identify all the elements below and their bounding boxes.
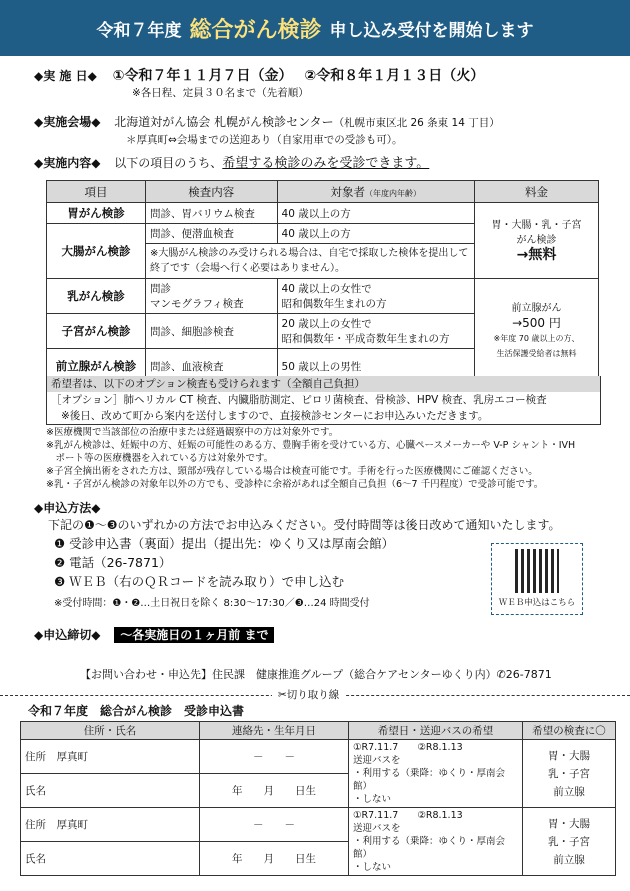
apply-method-3: ❸ ＷＥＢ（右のＱＲコードを読み取り）で申し込む xyxy=(54,574,345,589)
qr-code[interactable] xyxy=(515,549,559,593)
flyer-page: 令和７年度 総合がん検診 申し込み受付を開始します ◆実 施 日◆ ①令和７年１１月７日（金） ②令和８年１月１３日（火） ※各日程、定員３０名まで（先着順） ◆実施会場◆ 北海道対がん協会 札幌がん検診センター（札幌市東区北 26 条東 14 丁目） ＊厚真町⇔会場までの送迎あり（自家用車での受診も可）。 ◆実施内容◆ 以下の項目のうち、希望する検診のみを受診できます。 項目 検査内容 対象者（年度内年齢） 料金 胃がん検診 問診、胃バリウム検査 40 歳以上の方 胃・大腸・乳・子宮 がん検診 →無料 大腸がん検診 問診、便潜血検査 40 歳以上の方 ※大腸がん検診のみ受けられる場合は、自宅で採取した検体を提出して終了です（会場へ行く必要はありません）。 乳がん検診 問診 マンモグラフィ検査 40 歳以上の女性で 昭和偶数年生まれの方 前立腺がん →500 円 ※年度 70 歳以上の方、 生活保護受給者は無料 子宮がん検診 問診、細胞診検査 20 歳以上の女性で 昭和偶数年・平成奇数年生まれの方 前立腺がん検診 問診、血液検査 50 歳以上の男性 希望者は、以下のオプション検査も受けられます（全額自己負担） ［オプション］肺ヘリカル CT 検査、内臓脂肪測定、ピロリ菌検査、骨検診、HPV 検査、乳房エコー検査 ※後日、改めて町から案内を送付しますので、直接検診センターにお申込みいただきます。 ※医療機関で当該部位の治療中または経過観察中の方は対象外です。 ※乳がん検診は、妊娠中の方、妊娠の可能性のある方、豊胸手術を受けている方、心臓ペースメーカーや V-P シャント・IVH ポート等の医療機器を入れている方は対象外です。 ※子宮全摘出術をされた方は、頸部が残存している場合は検査可能です。手術を行った医療機関にご確認ください。 ※乳・子宮がん検診の対象年以外の方でも、受診枠に余裕があれば全額自己負担（6～7 千円程度）で受診可能です。 ◆申込方法◆ 下記の❶～❸のいずれかの方法でお申込みください。受付時間等は後日改めて通知いたします。 ❶ 受診申込書（裏面）提出（提出先：ゆくり又は厚南会館） ❷ 電話（26-7871） ❸ ＷＥＢ（右のＱＲコードを読み取り）で申し込む ※受付時間：❶・❷…土日祝日を除く 8:30～17:30／❸…24 時間受付 ＷＥＢ申込はこちら ◆申込締切◆ ～各実施日の１ヶ月前 まで 【お問い合わせ・申込先】住民課 健康推進グループ（総合ケアセンターゆくり内）✆26-7871 ✂切り取り線 令和７年度 総合がん検診 受診申込書 住所・氏名 連絡先・生年月日 希望日・送迎バスの希望 希望の検査に〇 住所 厚真町 － － ①R7.11.7 ②R8.1.13 送迎バスを ・利用する（乗降：ゆくり・厚南会館） ・しない 胃・大腸 乳・子宮 前立腺 氏名 年 月 日生 住所 厚真町 － － ①R7.11.7 ②R8.1.13 送迎バスを ・利用する（乗降：ゆくり・厚南会館） ・しない 胃・大腸 乳・子宮 前立腺 氏名 年 月 日生 xyxy=(0,0,630,891)
dob-field[interactable]: 年 月 日生 xyxy=(200,774,349,808)
address-field[interactable]: 住所 厚真町 xyxy=(21,740,200,774)
header-banner xyxy=(0,0,630,56)
apply-method-2: ❷ 電話（26-7871） xyxy=(54,555,172,570)
form-title: 令和７年度 総合がん検診 受診申込書 xyxy=(28,704,245,718)
fee-prostate: 前立腺がん →500 円 ※年度 70 歳以上の方、 生活保護受給者は無料 xyxy=(475,279,599,384)
exam-table: 項目 検査内容 対象者（年度内年齢） 料金 胃がん検診 問診、胃バリウム検査 40 歳以上の方 胃・大腸・乳・子宮 がん検診 →無料 大腸がん検診 問診、便潜血検査 40 歳以上の方 ※大腸がん検診のみ受けられる場合は、自宅で採取した検体を提出して終了です（会場へ行く必要はありません）。 乳がん検診 問診 マンモグラフィ検査 40 歳以上の女性で 昭和偶数年生まれの方 前立腺がん →500 円 ※年度 70 歳以上の方、 生活保護受給者は無料 子宮がん検診 問診、細胞診検査 20 歳以上の女性で 昭和偶数年・平成奇数年生まれの方 前立腺がん検診 問診、血液検査 50 歳以上の男性 xyxy=(46,180,599,384)
deadline-section: ◆申込締切◆ ～各実施日の１ヶ月前 まで xyxy=(34,627,274,644)
qr-code-box[interactable]: ＷＥＢ申込はこちら xyxy=(491,543,583,615)
venue-section: ◆実施会場◆ 北海道対がん協会 札幌がん検診センター（札幌市東区北 26 条東 14 丁目） ＊厚真町⇔会場までの送迎あり（自家用車での受診も可）。 xyxy=(34,115,500,146)
name-field[interactable]: 氏名 xyxy=(21,774,200,808)
apply-section: ◆申込方法◆ 下記の❶～❸のいずれかの方法でお申込みください。受付時間等は後日改めて通知いたします。 ❶ 受診申込書（裏面）提出（提出先：ゆくり又は厚南会館） ❷ 電話（26-7871） ❸ ＷＥＢ（右のＱＲコードを読み取り）で申し込む ※受付時間：❶・❷…土日祝日を除く 8:30～17:30／❸…24 時間受付 xyxy=(34,500,594,612)
fee-free: 胃・大腸・乳・子宮 がん検診 →無料 xyxy=(475,203,599,279)
date-2: ②令和８年１月１３日（火） xyxy=(304,68,485,84)
exam-choice[interactable]: 胃・大腸 乳・子宮 前立腺 xyxy=(523,740,616,808)
exam-choice[interactable]: 胃・大腸 乳・子宮 前立腺 xyxy=(523,808,616,876)
application-form: 住所・氏名 連絡先・生年月日 希望日・送迎バスの希望 希望の検査に〇 住所 厚真町 － － ①R7.11.7 ②R8.1.13 送迎バスを ・利用する（乗降：ゆくり・厚南会館） ・しない 胃・大腸 乳・子宮 前立腺 氏名 年 月 日生 住所 厚真町 － － ①R7.11.7 ②R8.1.13 送迎バスを ・利用する（乗降：ゆくり・厚南会館） ・しない 胃・大腸 乳・子宮 前立腺 氏名 年 月 日生 xyxy=(20,721,616,876)
banner-subtitle: 申し込み受付を開始します xyxy=(329,20,534,41)
content-section: ◆実施内容◆ 以下の項目のうち、希望する検診のみを受診できます。 xyxy=(34,156,430,171)
option-box: 希望者は、以下のオプション検査も受けられます（全額自己負担） ［オプション］肺ヘリカル CT 検査、内臓脂肪測定、ピロリ菌検査、骨検診、HPV 検査、乳房エコー検査 ※後日、改めて町から案内を送付しますので、直接検診センターにお申込みいただきます。 xyxy=(46,376,601,425)
phone-field[interactable]: － － xyxy=(200,740,349,774)
contact-info: 【お問い合わせ・申込先】住民課 健康推進グループ（総合ケアセンターゆくり内）✆26-7871 xyxy=(80,668,552,681)
dates-section: ◆実 施 日◆ ①令和７年１１月７日（金） ②令和８年１月１３日（火） ※各日程、定員３０名まで（先着順） xyxy=(34,68,485,99)
address-field[interactable]: 住所 厚真町 xyxy=(21,808,200,842)
banner-title: 総合がん検診 xyxy=(189,17,322,43)
date-1: ①令和７年１１月７日（金） xyxy=(112,68,293,84)
apply-method-1: ❶ 受診申込書（裏面）提出（提出先：ゆくり又は厚南会館） xyxy=(54,536,395,551)
date-bus-choice[interactable]: ①R7.11.7 ②R8.1.13 送迎バスを ・利用する（乗降：ゆくり・厚南会館） ・しない xyxy=(349,740,523,808)
name-field[interactable]: 氏名 xyxy=(21,842,200,876)
notes: ※医療機関で当該部位の治療中または経過観察中の方は対象外です。 ※乳がん検診は、妊娠中の方、妊娠の可能性のある方、豊胸手術を受けている方、心臓ペースメーカーや V-P シャント・IVH ポート等の医療機器を入れている方は対象外です。 ※子宮全摘出術をされた方は、頸部が残存している場合は検査可能です。手術を行った医療機関にご確認ください。 ※乳・子宮がん検診の対象年以外の方でも、受診枠に余裕があれば全額自己負担（6～7 千円程度）で受診可能です。 xyxy=(46,427,576,490)
dob-field[interactable]: 年 月 日生 xyxy=(200,842,349,876)
date-bus-choice[interactable]: ①R7.11.7 ②R8.1.13 送迎バスを ・利用する（乗降：ゆくり・厚南会館） ・しない xyxy=(349,808,523,876)
phone-field[interactable]: － － xyxy=(200,808,349,842)
banner-year: 令和７年度 xyxy=(96,20,182,41)
